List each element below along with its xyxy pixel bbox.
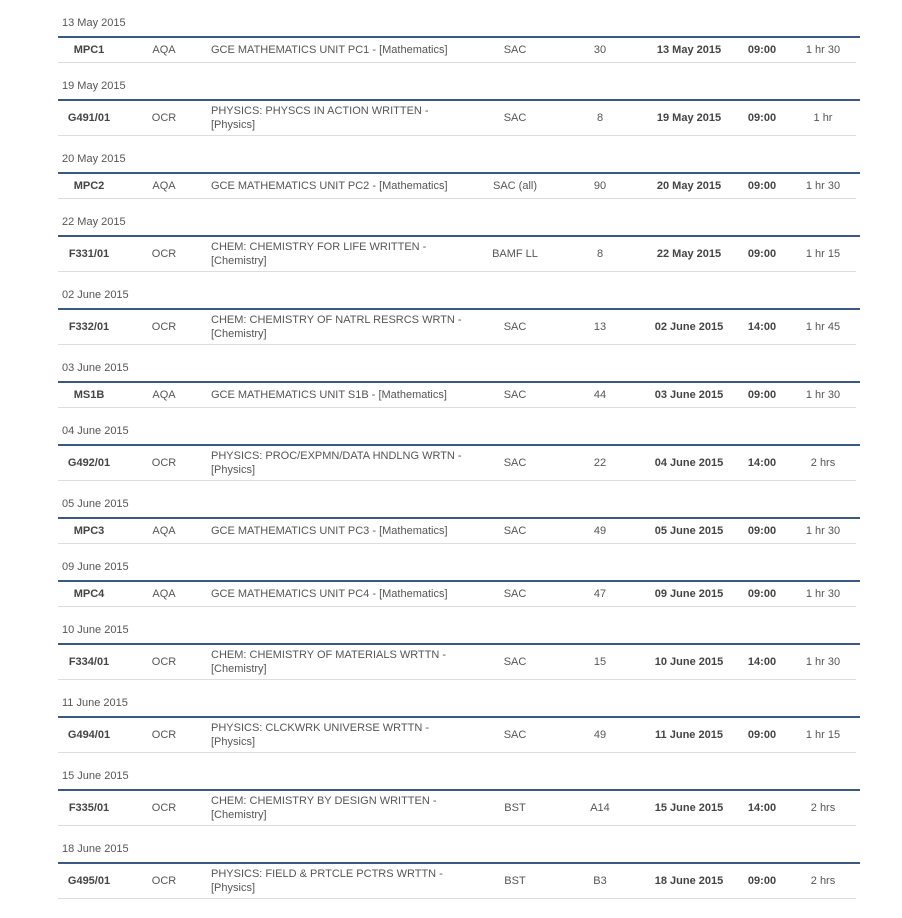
exam-duration: 1 hr 30 [805,588,841,600]
exam-row [58,580,860,607]
exam-code: F335/01 [68,802,110,814]
exam-duration: 1 hr 15 [805,248,841,260]
exam-time: 09:00 [747,588,777,600]
row-divider [58,198,856,199]
exam-code: G492/01 [67,457,111,469]
exam-date: 11 June 2015 [655,729,723,741]
exam-code: F332/01 [68,321,110,333]
row-divider [58,407,856,408]
exam-date: 09 June 2015 [654,588,724,600]
exam-row [58,643,860,680]
exam-date: 02 June 2015 [654,321,724,333]
exam-code: G494/01 [67,729,111,741]
exam-room: SAC [503,44,527,56]
exam-title: CHEM: CHEMISTRY BY DESIGN WRITTEN - [Chemistry] [211,795,437,821]
exam-title: GCE MATHEMATICS UNIT PC4 - [Mathematics] [211,588,448,600]
exam-title: GCE MATHEMATICS UNIT PC1 - [Mathematics] [211,44,448,56]
exam-seat: 49 [593,729,607,741]
exam-title: GCE MATHEMATICS UNIT S1B - [Mathematics] [211,389,447,401]
exam-duration: 2 hrs [810,875,836,887]
exam-seat: 30 [593,44,607,56]
exam-board: OCR [151,321,177,333]
date-heading: 13 May 2015 [62,17,126,29]
exam-date: 15 June 2015 [654,802,724,814]
exam-room: SAC [503,389,527,401]
exam-code: F334/01 [68,656,110,668]
date-heading: 05 June 2015 [62,498,129,510]
exam-board: AQA [152,525,176,537]
row-divider [58,344,856,345]
exam-row [58,789,860,826]
exam-code: MPC3 [73,525,105,537]
exam-date: 13 May 2015 [656,44,722,56]
exam-title: CHEM: CHEMISTRY OF NATRL RESRCS WRTN - [Chemistry] [211,314,462,340]
exam-title: PHYSICS: CLCKWRK UNIVERSE WRTTN - [Physics] [211,722,429,748]
exam-code: F331/01 [68,248,110,260]
date-heading: 18 June 2015 [62,843,129,855]
exam-board: AQA [152,180,176,192]
exam-seat: A14 [590,802,610,814]
exam-row [58,99,860,136]
exam-seat: 49 [593,525,607,537]
date-heading: 03 June 2015 [62,362,129,374]
exam-code: G495/01 [67,875,111,887]
exam-date: 20 May 2015 [656,180,722,192]
exam-date: 19 May 2015 [656,112,722,124]
exam-room: SAC [503,656,527,668]
exam-room: BAMF LL [492,248,538,260]
exam-row [58,862,860,899]
exam-room: SAC [503,525,527,537]
exam-duration: 1 hr 30 [805,180,841,192]
exam-time: 14:00 [747,321,777,333]
exam-row [58,235,860,272]
exam-room: BST [504,875,526,887]
row-divider [58,898,856,899]
exam-duration: 1 hr 45 [805,321,841,333]
exam-board: AQA [152,389,176,401]
exam-time: 09:00 [747,389,777,401]
row-divider [58,62,856,63]
exam-room: SAC [503,457,527,469]
exam-duration: 2 hrs [810,802,836,814]
date-heading: 11 June 2015 [62,697,128,709]
row-divider [58,135,856,136]
date-heading: 09 June 2015 [62,561,129,573]
exam-seat: 22 [593,457,607,469]
row-divider [58,825,856,826]
exam-room: SAC (all) [492,180,537,192]
exam-seat: 15 [593,656,607,668]
exam-date: 18 June 2015 [654,875,724,887]
exam-code: MPC2 [73,180,105,192]
exam-duration: 1 hr 15 [805,729,841,741]
exam-room: SAC [503,729,527,741]
exam-date: 22 May 2015 [656,248,722,260]
exam-seat: 47 [593,588,607,600]
exam-code: MS1B [73,389,105,401]
exam-board: OCR [151,112,177,124]
date-heading: 15 June 2015 [62,770,129,782]
exam-board: OCR [151,802,177,814]
date-heading: 20 May 2015 [62,153,126,165]
exam-seat: 8 [596,248,604,260]
exam-time: 09:00 [747,44,777,56]
row-divider [58,543,856,544]
exam-seat: 8 [596,112,604,124]
exam-row [58,444,860,481]
date-heading: 04 June 2015 [62,425,129,437]
exam-code: MPC4 [73,588,105,600]
exam-room: BST [504,802,526,814]
date-heading: 19 May 2015 [62,80,126,92]
exam-duration: 1 hr 30 [805,525,841,537]
row-divider [58,752,856,753]
exam-title: PHYSICS: PROC/EXPMN/DATA HNDLNG WRTN - [Physics] [211,450,462,476]
exam-board: OCR [151,729,177,741]
exam-date: 05 June 2015 [654,525,724,537]
exam-date: 03 June 2015 [654,389,724,401]
exam-row [58,517,860,544]
exam-seat: 13 [593,321,607,333]
exam-title: GCE MATHEMATICS UNIT PC3 - [Mathematics] [211,525,448,537]
exam-row [58,172,860,199]
exam-title: PHYSICS: FIELD & PRTCLE PCTRS WRTTN - [Physics] [211,868,443,894]
date-heading: 02 June 2015 [62,289,129,301]
exam-title: CHEM: CHEMISTRY FOR LIFE WRITTEN - [Chemistry] [211,241,427,267]
exam-duration: 2 hrs [810,457,836,469]
exam-duration: 1 hr [813,112,833,124]
exam-row [58,716,860,753]
exam-row [58,36,860,63]
exam-time: 14:00 [747,802,777,814]
exam-title: GCE MATHEMATICS UNIT PC2 - [Mathematics] [211,180,448,192]
exam-time: 14:00 [747,457,777,469]
exam-seat: B3 [593,875,607,887]
row-divider [58,606,856,607]
exam-time: 09:00 [747,180,777,192]
exam-board: OCR [151,875,177,887]
exam-board: OCR [151,656,177,668]
exam-time: 09:00 [747,112,777,124]
exam-duration: 1 hr 30 [805,656,841,668]
exam-seat: 90 [593,180,607,192]
exam-board: AQA [152,588,176,600]
exam-time: 09:00 [747,248,777,260]
exam-board: OCR [151,457,177,469]
exam-board: AQA [152,44,176,56]
row-divider [58,480,856,481]
date-heading: 22 May 2015 [62,216,126,228]
exam-time: 14:00 [747,656,777,668]
exam-title: PHYSICS: PHYSCS IN ACTION WRITTEN - [Physics] [211,105,429,131]
date-heading: 10 June 2015 [62,624,129,636]
exam-time: 09:00 [747,525,777,537]
exam-date: 04 June 2015 [654,457,724,469]
row-divider [58,679,856,680]
exam-code: MPC1 [73,44,105,56]
exam-row [58,381,860,408]
exam-time: 09:00 [747,729,777,741]
exam-title: CHEM: CHEMISTRY OF MATERIALS WRTTN - [Chemistry] [211,649,447,675]
exam-code: G491/01 [67,112,111,124]
exam-board: OCR [151,248,177,260]
exam-time: 09:00 [747,875,777,887]
exam-room: SAC [503,112,527,124]
exam-seat: 44 [593,389,607,401]
exam-duration: 1 hr 30 [805,389,841,401]
exam-date: 10 June 2015 [654,656,724,668]
exam-room: SAC [503,321,527,333]
exam-room: SAC [503,588,527,600]
exam-duration: 1 hr 30 [805,44,841,56]
exam-row [58,308,860,345]
row-divider [58,271,856,272]
